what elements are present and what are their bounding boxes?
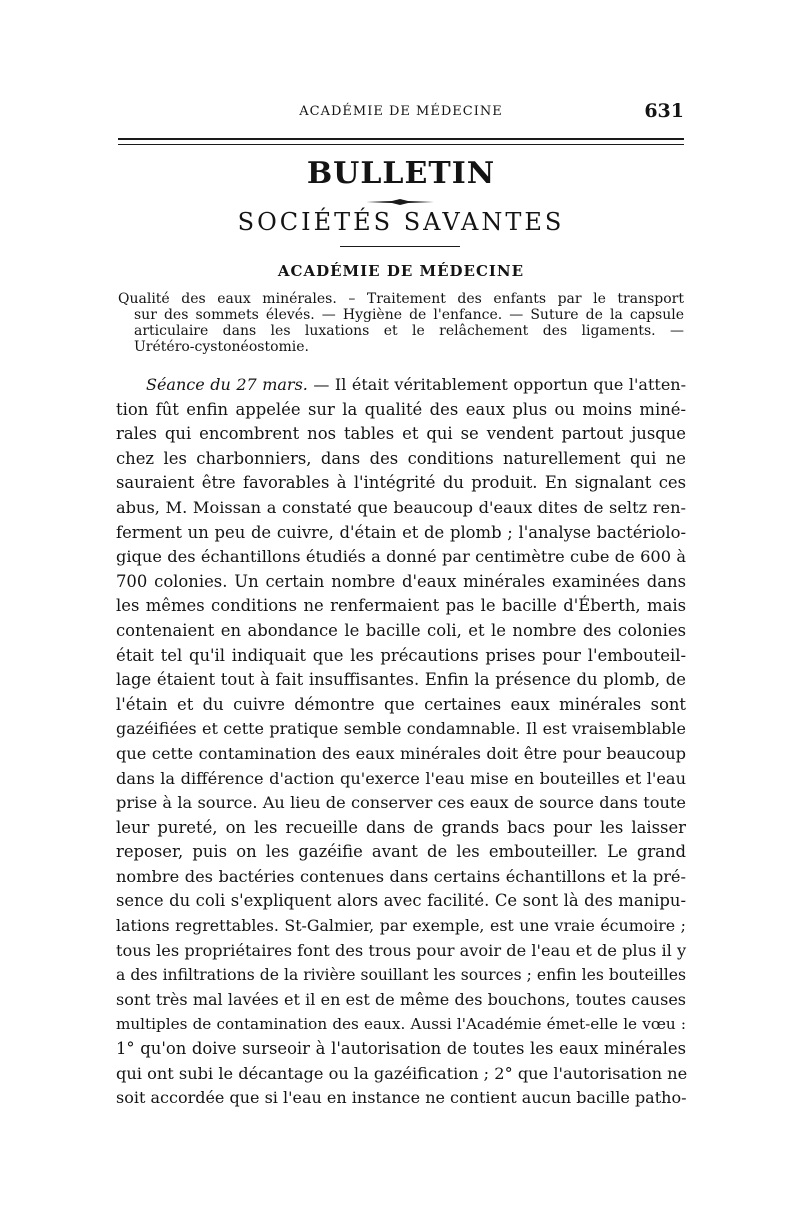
body-line: ferment un peu de cuivre, d'étain et de plomb ; l'analyse bactériolo- [116, 522, 686, 542]
body-line: tous les propriétaires font des trous pour avoir de l'eau et de plus il y [116, 940, 687, 960]
body-line-first [116, 373, 686, 398]
double-rule-top [118, 138, 684, 140]
body-line: était tel qu'il indiquait que les précautions prises pour l'embouteil- [116, 645, 686, 665]
body-line: sauraient être favorables à l'intégrité du produit. En signalant ces [116, 473, 686, 493]
body-line: gique des échantillons étudiés a donné par centimètre cube de 600 à [116, 547, 686, 567]
summary-line: Urétéro-cystonéostomie. [134, 339, 309, 355]
body-line: sence du coli s'expliquent alors avec facilité. Ce sont là des manipu- [116, 891, 686, 911]
body-line: abus, M. Moissan a constaté que beaucoup d'eaux dites de seltz ren- [116, 497, 686, 517]
ornament-divider [366, 198, 434, 206]
summary-line: sur des sommets élevés. — Hygiène de l'enfance. — Suture de la capsule [134, 307, 684, 323]
body-line: prise à la source. Au lieu de conserver ces eaux de source dans toute [116, 793, 686, 813]
body-line: l'étain et du cuivre démontre que certaines eaux minérales sont [116, 694, 686, 714]
section-rule [340, 246, 460, 247]
body-line: leur pureté, on les recueille dans de grands bacs pour les laisser [116, 817, 686, 837]
body-line: qui ont subi le décantage ou la gazéification ; 2° que l'autorisation ne [116, 1063, 688, 1083]
summary-line: articulaire dans les luxations et le relâchement des ligaments. — [134, 323, 684, 339]
body-line: soit accordée que si l'eau en instance ne contient aucun bacille patho- [116, 1088, 687, 1108]
page-number: 631 [644, 100, 684, 122]
section-title: SOCIÉTÉS SAVANTES [237, 208, 565, 236]
body-line: tion fût enfin appelée sur la qualité des eaux plus ou moins miné- [116, 399, 686, 419]
body-line: chez les charbonniers, dans des conditions naturellement qui ne [116, 448, 686, 468]
body-line: contenaient en abondance le bacille coli, et le nombre des colonies [116, 620, 686, 640]
body-line: sont très mal lavées et il en est de même des bouchons, toutes causes [116, 989, 686, 1009]
body-line: nombre des bactéries contenues dans certains échantillons et la pré- [116, 866, 686, 886]
summary-line: Qualité des eaux minérales. – Traitement des enfants par le transport [118, 291, 684, 307]
body-line: les mêmes conditions ne renfermaient pas le bacille d'Éberth, mais [116, 596, 686, 616]
body-line: gazéifiées et cette pratique semble condamnable. Il est vraisemblable [116, 719, 686, 739]
double-rule-bottom [118, 144, 684, 145]
bulletin-title: BULLETIN [306, 156, 496, 191]
seance-label: Séance du 27 mars. [146, 375, 308, 394]
body-line: multiples de contamination des eaux. Aussi l'Académie émet-elle le vœu : [116, 1015, 686, 1034]
body-line: que cette contamination des eaux minérales doit être pour beaucoup [116, 743, 686, 763]
body-line: lations regrettables. St-Galmier, par exemple, est une vraie écumoire ; [116, 916, 686, 936]
body-line: reposer, puis on les gazéifie avant de les embouteiller. Le grand [116, 842, 686, 862]
body-line: 1° qu'on doive surseoir à l'autorisation de toutes les eaux minérales [116, 1039, 686, 1059]
body-line: 700 colonies. Un certain nombre d'eaux minérales examinées dans [116, 571, 686, 591]
body-line: dans la différence d'action qu'exerce l'eau mise en bouteilles et l'eau [116, 768, 686, 788]
body-text [116, 373, 686, 1111]
body-line: lage étaient tout à fait insuffisantes. Enfin la présence du plomb, de [116, 670, 686, 690]
running-head [118, 100, 684, 124]
society-title: ACADÉMIE DE MÉDECINE [277, 262, 525, 280]
body-first-line-text: — Il était véritablement opportun que l'atten- [307, 375, 686, 394]
running-title: ACADÉMIE DE MÉDECINE [299, 104, 503, 119]
summary [118, 291, 684, 355]
body-line: a des infiltrations de la rivière souillant les sources ; enfin les bouteilles [116, 966, 686, 985]
body-line: rales qui encombrent nos tables et qui se vendent partout jusque [116, 424, 686, 444]
